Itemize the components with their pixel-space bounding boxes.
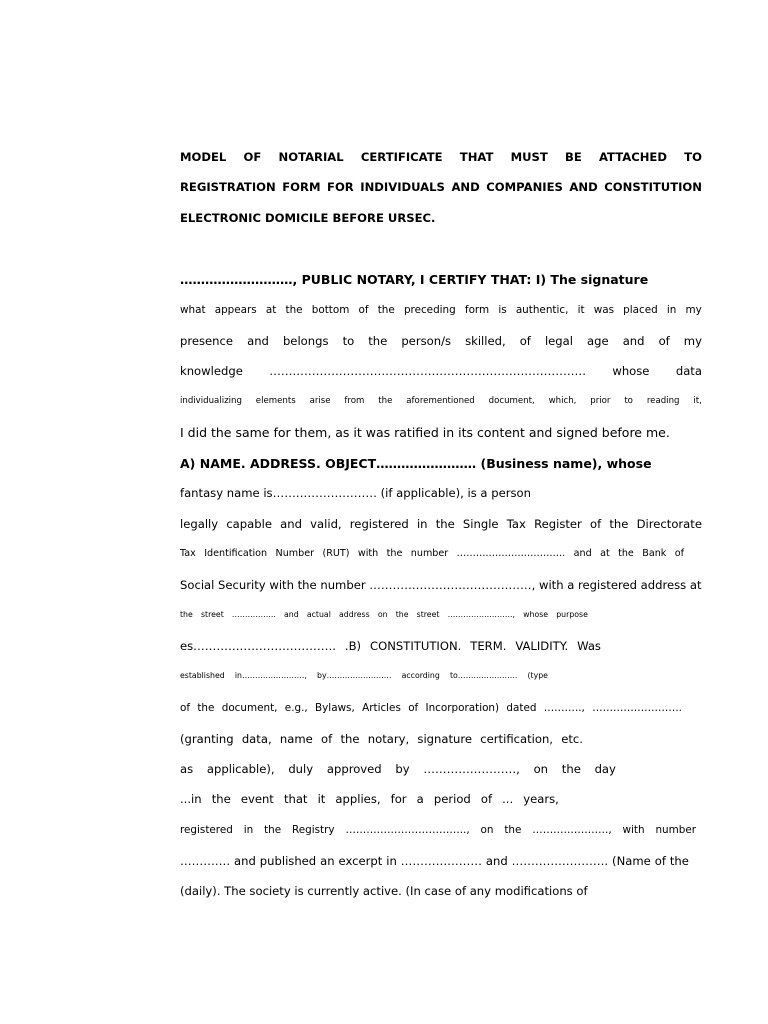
word: the	[285, 304, 303, 316]
word: (granting	[180, 732, 234, 746]
word: established	[180, 671, 225, 680]
word: excerpt	[338, 854, 383, 868]
word: es……………………………….	[180, 639, 336, 653]
word: bottom	[311, 304, 350, 316]
word: belongs	[282, 334, 329, 348]
word: Bylaws,	[315, 702, 355, 714]
word: event	[240, 792, 274, 806]
body-line-5	[180, 397, 702, 406]
word: and	[622, 334, 645, 348]
word: it	[317, 792, 326, 806]
body-line-15	[180, 703, 682, 713]
word: of	[358, 304, 369, 316]
word: was	[593, 304, 614, 316]
word: in	[243, 824, 254, 836]
word: in……………………,	[234, 671, 307, 680]
word: placed	[623, 304, 658, 316]
word: Directorate	[636, 517, 702, 531]
word: elements	[255, 396, 296, 406]
body-line-18	[180, 794, 559, 806]
word: ……………………,	[423, 762, 520, 776]
word: published	[259, 854, 317, 868]
word: …………………….,	[447, 610, 515, 619]
word: NOTARIAL	[278, 150, 344, 164]
word: that	[283, 792, 308, 806]
word: Incorporation)	[425, 702, 500, 714]
word: what	[180, 304, 206, 316]
word: the	[395, 610, 409, 619]
word: years,	[523, 792, 559, 806]
word: ……………………………………………………………………….	[269, 364, 586, 378]
word: the	[211, 792, 231, 806]
word: BE	[565, 150, 582, 164]
word: name	[279, 732, 313, 746]
word: signature	[417, 732, 473, 746]
word: on	[533, 762, 549, 776]
word: presence	[180, 334, 234, 348]
body-line-20	[180, 856, 689, 868]
word: the	[669, 854, 689, 868]
title-line-1	[180, 152, 702, 164]
word: age	[587, 334, 609, 348]
body-line-21: (daily). The society is currently active. (In case of any modifications of	[180, 884, 588, 898]
word: duly	[288, 762, 314, 776]
word: approved	[326, 762, 382, 776]
word: it	[577, 304, 585, 316]
word: of	[674, 548, 684, 559]
word: for	[390, 792, 407, 806]
word: Number	[275, 548, 315, 559]
word: whose	[612, 364, 650, 378]
word: of	[519, 334, 531, 348]
word: Tax	[506, 517, 526, 531]
word: …………………………….	[456, 548, 566, 559]
word: TO	[684, 150, 702, 164]
word: an	[320, 854, 335, 868]
word: registered	[180, 824, 233, 836]
body-line-13	[180, 641, 601, 653]
body-line-8: fantasy name is……………………… (if applicable), is a person	[180, 486, 531, 500]
word: applies,	[335, 792, 381, 806]
word: address	[339, 610, 370, 619]
word: the	[618, 548, 634, 559]
word: ………….	[180, 854, 231, 868]
word: (type	[527, 671, 548, 680]
word: period	[433, 792, 471, 806]
word: individualizing	[180, 396, 242, 406]
word: day	[594, 762, 616, 776]
title-line-2	[180, 182, 702, 194]
word: Register	[534, 517, 582, 531]
word: the	[609, 517, 629, 531]
word: and	[485, 854, 508, 868]
word: prior	[590, 396, 611, 406]
word: …………………	[400, 854, 482, 868]
word: FORM	[282, 180, 321, 194]
word: Identification	[204, 548, 268, 559]
body-line-3	[180, 336, 702, 348]
word: at	[265, 304, 277, 316]
word: the	[368, 334, 388, 348]
word: my	[685, 304, 702, 316]
word: the	[378, 396, 393, 406]
word: ...	[502, 792, 514, 806]
word: ………..,	[543, 702, 585, 714]
word: knowledge	[180, 364, 243, 378]
word: and	[234, 854, 256, 868]
body-line-11: Social Security with the number ……………………………………, with a registered address at	[180, 578, 702, 592]
word: the	[197, 702, 215, 714]
word: at	[600, 548, 610, 559]
word: TERM.	[470, 639, 507, 653]
word: FOR	[327, 180, 354, 194]
word: CERTIFICATE	[360, 150, 443, 164]
word: AND	[451, 180, 480, 194]
word: THAT	[459, 150, 494, 164]
word: of	[480, 792, 493, 806]
word: according	[401, 671, 440, 680]
word: of	[658, 334, 670, 348]
word: by	[395, 762, 410, 776]
word: applicable),	[206, 762, 275, 776]
word: whose	[523, 610, 549, 619]
word: with	[622, 824, 645, 836]
word: the	[386, 548, 403, 559]
word: document,	[488, 396, 535, 406]
word: to…………………..	[449, 671, 518, 680]
word: (RUT)	[322, 548, 350, 559]
word: by…………………….	[317, 671, 392, 680]
word: registered	[349, 517, 409, 531]
word: Registry	[292, 824, 335, 836]
word: number	[410, 548, 449, 559]
word: a	[416, 792, 424, 806]
word: CONSTITUTION	[604, 180, 702, 194]
body-line-2	[180, 305, 702, 315]
word: on	[480, 824, 494, 836]
word: …………………….	[511, 854, 609, 868]
word: is	[498, 304, 507, 316]
body-line-10	[180, 549, 684, 559]
word: ……………..	[231, 610, 276, 619]
word: person/s	[401, 334, 452, 348]
word: REGISTRATION	[180, 180, 276, 194]
word: preceding	[403, 304, 456, 316]
word: of	[321, 732, 333, 746]
word: of	[180, 702, 191, 714]
word: it,	[693, 396, 702, 406]
word: etc.	[561, 732, 583, 746]
word: number	[655, 824, 696, 836]
word: ……………………..	[592, 702, 682, 714]
body-line-7: A) NAME. ADDRESS. OBJECT…………………… (Business name), whose	[180, 456, 652, 471]
word: street	[416, 610, 440, 619]
word: which,	[548, 396, 577, 406]
word: MODEL	[180, 150, 227, 164]
word: and	[573, 548, 592, 559]
word: Bank	[642, 548, 667, 559]
body-line-17	[180, 764, 616, 776]
body-line-1: ………………………, PUBLIC NOTARY, I CERTIFY THAT: I) The signature	[180, 272, 649, 287]
word: Tax	[180, 548, 196, 559]
word: VALIDITY.	[515, 639, 569, 653]
word: actual	[306, 610, 331, 619]
word: AND	[569, 180, 598, 194]
word: authentic,	[515, 304, 569, 316]
body-line-6: I did the same for them, as it was ratified in its content and signed before me.	[180, 425, 670, 440]
word: ………………….,	[532, 824, 612, 836]
word: certification,	[480, 732, 553, 746]
word: Articles	[362, 702, 401, 714]
word: skilled,	[465, 334, 506, 348]
word: data,	[241, 732, 272, 746]
word: of	[590, 517, 602, 531]
word: CONSTITUTION.	[370, 639, 462, 653]
word: Was	[577, 639, 601, 653]
word: legally	[180, 517, 219, 531]
word: dated	[506, 702, 537, 714]
word: form	[464, 304, 490, 316]
word: with	[357, 548, 379, 559]
body-line-12	[180, 611, 588, 619]
word: ...in	[180, 792, 202, 806]
word: and	[247, 334, 269, 348]
word: arise	[309, 396, 331, 406]
title-line-3: ELECTRONIC DOMICILE BEFORE URSEC.	[180, 211, 436, 225]
word: of	[654, 854, 666, 868]
word: the	[504, 824, 522, 836]
word: in	[666, 304, 677, 316]
word: ……………………………..,	[345, 824, 470, 836]
word: Single	[462, 517, 499, 531]
word: on	[377, 610, 388, 619]
word: COMPANIES	[486, 180, 563, 194]
word: data	[675, 364, 702, 378]
word: INDIVIDUALS	[360, 180, 445, 194]
body-line-9	[180, 519, 702, 531]
word: to	[624, 396, 633, 406]
word: the	[435, 517, 455, 531]
word: valid,	[310, 517, 342, 531]
word: reading	[646, 396, 680, 406]
word: purpose	[556, 610, 588, 619]
word: the	[377, 304, 395, 316]
word: the	[561, 762, 581, 776]
word: the	[180, 610, 193, 619]
word: .B)	[344, 639, 362, 653]
word: from	[344, 396, 365, 406]
word: the	[264, 824, 282, 836]
word: (Name	[612, 854, 651, 868]
body-line-14	[180, 672, 548, 680]
word: in	[386, 854, 397, 868]
word: e.g.,	[284, 702, 308, 714]
word: MUST	[510, 150, 548, 164]
word: and	[284, 610, 299, 619]
word: capable	[226, 517, 272, 531]
word: of	[408, 702, 419, 714]
word: the	[340, 732, 360, 746]
word: aforementioned	[406, 396, 475, 406]
word: notary,	[367, 732, 410, 746]
word: and	[280, 517, 302, 531]
body-line-16	[180, 734, 583, 746]
word: as	[180, 762, 194, 776]
word: appears	[214, 304, 257, 316]
word: ATTACHED	[598, 150, 667, 164]
body-line-4	[180, 366, 702, 378]
body-line-19	[180, 825, 696, 835]
word: in	[416, 517, 428, 531]
word: street	[200, 610, 224, 619]
word: to	[342, 334, 355, 348]
word: document,	[221, 702, 278, 714]
word: OF	[243, 150, 262, 164]
word: my	[683, 334, 702, 348]
word: legal	[544, 334, 573, 348]
